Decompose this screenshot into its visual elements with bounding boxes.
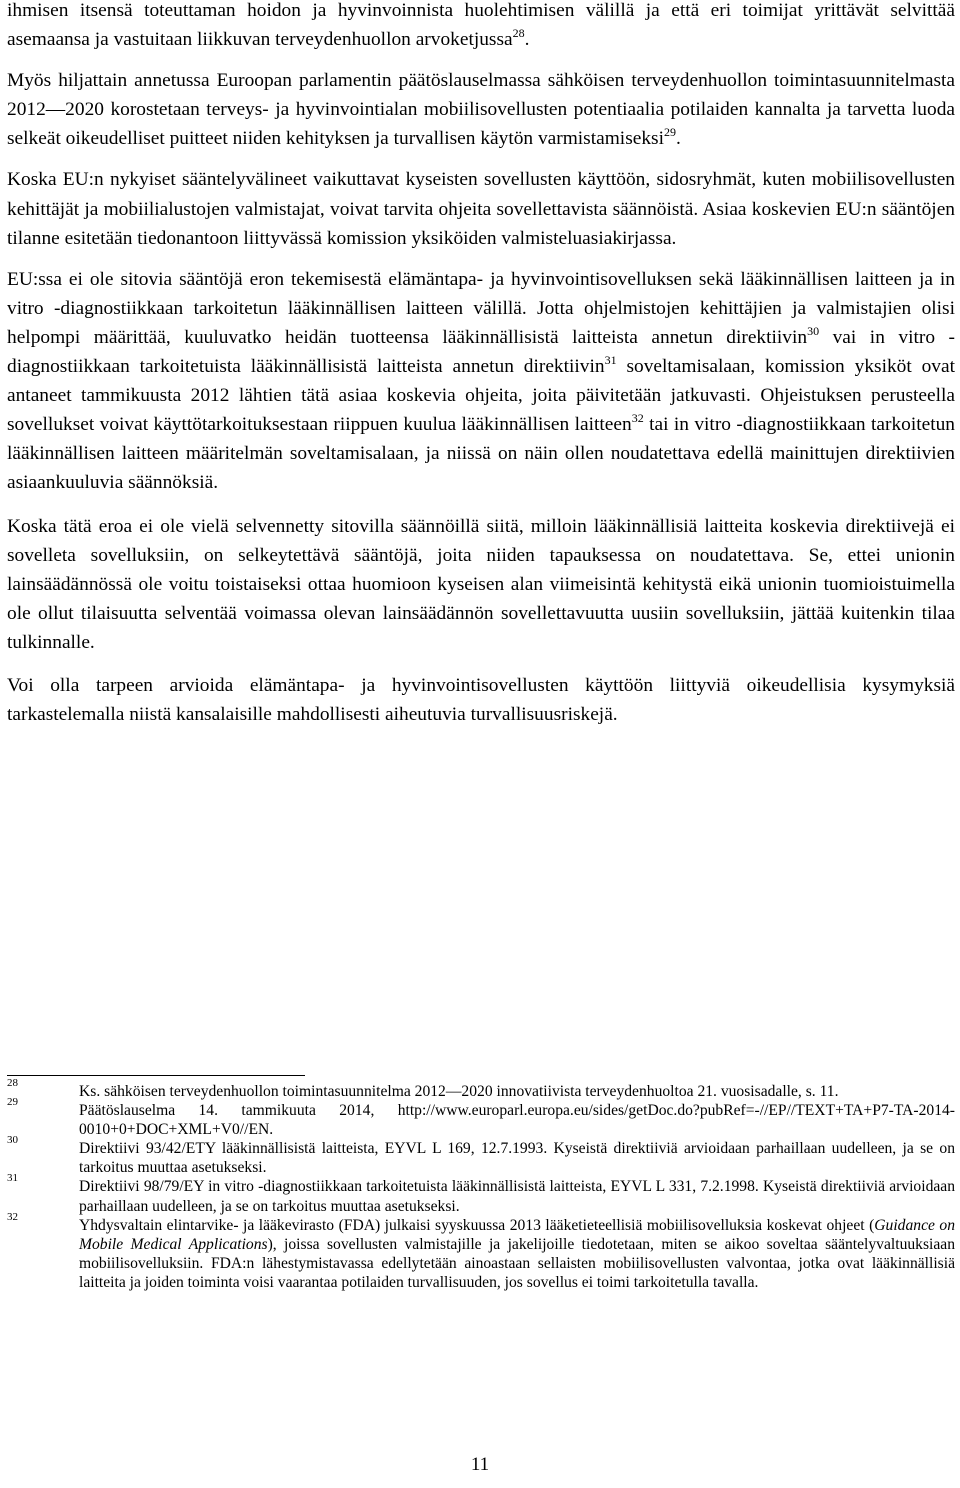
paragraph-text: Koska tätä eroa ei ole vielä selvennetty sitovilla säännöillä siitä, milloin lääkinnällisiä laitteita koskevia direktiivejä ei sovelleta sovelluksiin, on selkeytettävä sääntöjä, joita niiden tapauksessa on noudatettava. Se, ettei unionin lainsäädännössä ole voitu toistaiseksi ottaa huomioon kyseisen alan viimeisintä kehitystä eikä unionin tuomioistuimella ole ollut tilaisuutta selventää voimassa olevan lainsäädännön sovellettavuutta uusiin sovelluksiin, jättää kuitenkin tilaa tulkinnalle. bbox=[7, 515, 955, 653]
footnote-number: 28 bbox=[7, 1077, 18, 1089]
paragraph-parliament-resolution bbox=[7, 66, 955, 153]
footnote-31 bbox=[7, 1172, 955, 1215]
footnote-text: Päätöslauselma 14. tammikuuta 2014, http://www.europarl.europa.eu/sides/getDoc.do?pubRef=-//EP//TEXT+TA+P7-TA-2014-0010+0+DOC+XML+V0//EN. bbox=[79, 1102, 955, 1139]
paragraph-care-value-chain bbox=[7, 0, 955, 54]
page-number: 11 bbox=[470, 1454, 490, 1475]
footnote-text: Direktiivi 98/79/EY in vitro -diagnostiikkaan tarkoitetuista lääkinnällisistä laitteista, EYVL L 331, 7.2.1998. Kyseistä direktiiviä arvioidaan parhaillaan uudelleen, ja se on tarkoitus muuttaa asetukseksi. bbox=[79, 1178, 955, 1215]
paragraph-text: Koska EU:n nykyiset sääntelyvälineet vaikuttavat kyseisten sovellusten käyttöön, sidosryhmät, kuten mobiilisovellusten kehittäjät ja mobiilialustojen valmistajat, voivat tarvita ohjeita sovellettavista säännöistä. Asiaa koskevien EU:n sääntöjen tilanne esitetään tiedonantoon liittyvässä komission yksiköiden valmisteluasiakirjassa. bbox=[7, 169, 955, 249]
paragraph-text: Voi olla tarpeen arvioida elämäntapa- ja hyvinvointisovellusten käyttöön liittyviä oikeudellisia kysymyksiä tarkastelemalla niistä kansalaisille mahdollisesti aiheutuvia turvallisuusriskejä. bbox=[7, 674, 955, 726]
paragraph-medical-device-distinction bbox=[7, 265, 955, 498]
paragraph-safety-risks bbox=[7, 671, 955, 729]
footnote-32 bbox=[7, 1210, 955, 1292]
footnote-number: 31 bbox=[7, 1172, 18, 1185]
footnotes bbox=[7, 1077, 955, 1292]
paragraph-text: soveltamisalaan, komission yksiköt ovat antaneet tammikuusta 2012 lähtien tätä asiaa koskevia ohjeita, joita päivitetään jatkuvasti. Ohjeistuksen perusteella sovellukset voivat käyttötarkoituksestaan riippuen kuulua lääkinnällisen laitteen bbox=[7, 356, 955, 436]
paragraph-text: . bbox=[675, 128, 681, 150]
footnote-text: Ks. sähköisen terveydenhuollon toimintasuunnitelma 2012—2020 innovatiivista terveydenhuoltoa 21. vuosisadalle, s. 11. bbox=[79, 1083, 839, 1100]
footnote-text-part: Yhdysvaltain elintarvike- ja lääkevirasto (FDA) julkaisi syyskuussa 2013 lääketieteellisiä mobiilisovelluksia koskevat ohjeet ( bbox=[79, 1216, 875, 1234]
footnote-text-part: ), joissa sovellusten valmistajille ja jakelijoille tiedotetaan, miten se aikoo soveltaa sääntelyvaltuuksiaan mobiilisovelluksiin. FDA:n lähestymistavassa edellytetään ainoastaan sellaisten mobiilisovellusten valvontaa, jotka ovat lääkinnällisiä laitteita ja joiden toiminta voisi vaarantaa potilaiden turvallisuuden, jos sovellus ei toimi tarkoitetulla tavalla. bbox=[79, 1235, 955, 1291]
footnote-ref-28: 28 bbox=[512, 26, 525, 41]
document-body bbox=[7, 0, 955, 729]
paragraph-interpretation bbox=[7, 512, 955, 657]
footnote-ref-32: 32 bbox=[631, 411, 644, 426]
paragraph-eu-regulation bbox=[7, 165, 955, 252]
footnote-29 bbox=[7, 1096, 955, 1139]
footnote-number: 29 bbox=[7, 1096, 18, 1109]
paragraph-text: ihmisen itsensä toteuttaman hoidon ja hyvinvoinnista huolehtimisen välillä ja että eri toimijat yrittävät selvittää asemaansa ja vastuitaan liikkuvan terveydenhuollon arvoketjussa bbox=[7, 0, 955, 51]
paragraph-text: tai in vitro -diagnostiikkaan tarkoitetun lääkinnällisen laitteen määritelmän soveltamisalaan, ja niissä on näin ollen noudatettava edellä mainittujen direktiivien asiaankuuluvia säännöksiä. bbox=[7, 414, 955, 494]
footnote-number: 32 bbox=[7, 1210, 18, 1223]
footnote-text: Direktiivi 93/42/ETY lääkinnällisistä laitteista, EYVL L 169, 12.7.1993. Kyseistä direktiiviä arvioidaan parhaillaan uudelleen, ja se on tarkoitus muuttaa asetukseksi. bbox=[79, 1140, 955, 1177]
footnote-document-title: Guidance on Mobile Medical Applications bbox=[79, 1216, 955, 1253]
footnote-text bbox=[79, 1217, 955, 1291]
paragraph-text: . bbox=[524, 29, 530, 51]
paragraph-text: EU:ssa ei ole sitovia sääntöjä eron tekemisestä elämäntapa- ja hyvinvointisovelluksen sekä lääkinnällisen laitteen ja in vitro -diagnostiikkaan tarkoitetun lääkinnällisen laitteen välillä. Jotta ohjelmistojen kehittäjien ja valmistajien olisi helpompi määrittää, kuuluvatko heidän tuotteensa lääkinnällisistä laitteista annetun direktiivin bbox=[7, 268, 955, 348]
footnote-ref-31: 31 bbox=[604, 353, 617, 368]
paragraph-text: vai in vitro -diagnostiikkaan tarkoitetuista lääkinnällisistä laitteista annetun direktiivin bbox=[7, 326, 955, 378]
paragraph-text: Myös hiljattain annetussa Euroopan parlamentin päätöslauselmassa sähköisen terveydenhuollon toimintasuunnitelmasta 2012—2020 korostetaan terveys- ja hyvinvointialan mobiilisovellusten potentiaalia potilaiden kannalta ja tarvetta luoda selkeät oikeudelliset puitteet niiden kehityksen ja turvallisen käytön varmistamiseksi bbox=[7, 70, 955, 150]
footnote-ref-29: 29 bbox=[663, 125, 676, 140]
footnote-30 bbox=[7, 1134, 955, 1177]
footnote-number: 30 bbox=[7, 1134, 18, 1147]
footnote-separator bbox=[7, 1075, 305, 1076]
footnote-28 bbox=[7, 1077, 955, 1101]
footnote-ref-30: 30 bbox=[807, 323, 820, 338]
